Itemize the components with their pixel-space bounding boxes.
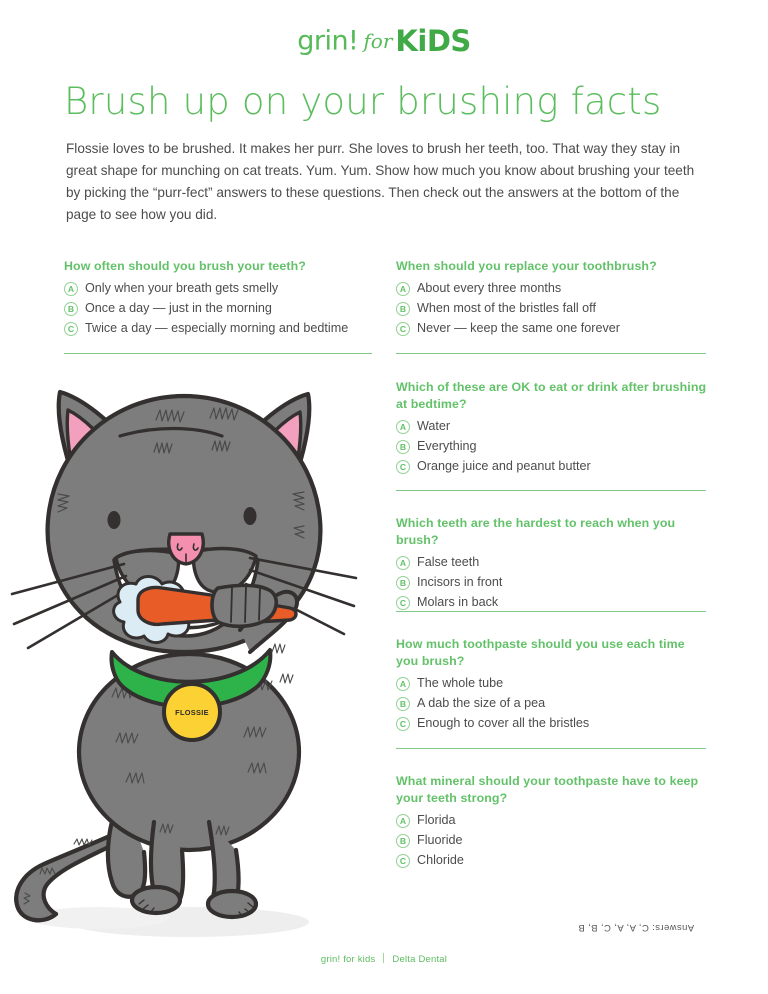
question-text-q5: How much toothpaste should you use each time you brush?: [396, 637, 685, 668]
option-label-q2-c: Never — keep the same one forever: [417, 321, 621, 335]
option-q2-b[interactable]: [396, 301, 708, 316]
question-block-q1: [64, 258, 374, 336]
logo-for-text: for: [363, 29, 393, 53]
answer-key: Answers: C, A, A, C, B, B: [578, 922, 695, 933]
option-q2-c[interactable]: [396, 321, 708, 336]
option-q1-b[interactable]: [64, 301, 374, 316]
option-q1-a[interactable]: [64, 281, 374, 296]
question-block-q4: [396, 515, 708, 610]
option-q5-c[interactable]: [396, 716, 708, 731]
option-q1-c[interactable]: [64, 321, 374, 336]
option-bullet-c-icon: C: [396, 460, 410, 474]
option-label-q3-c: Orange juice and peanut butter: [417, 459, 591, 473]
divider-q4: [396, 611, 706, 612]
intro-paragraph: Flossie loves to be brushed. It makes her purr. She loves to brush her teeth, too. That way they stay in great shape for munching on cat treats. Yum. Yum. Show how much you know about brushing your teeth by picking the “purr-fect” answers to these questions. Then check out the answers at the bottom of the page to see how you did.: [66, 141, 695, 222]
option-q5-b[interactable]: [396, 696, 708, 711]
question-block-q2: [396, 258, 708, 336]
option-bullet-b-icon: B: [396, 440, 410, 454]
option-bullet-c-icon: C: [396, 717, 410, 731]
option-label-q4-c: Molars in back: [417, 595, 499, 609]
collar-tag-label: FLOSSIE: [175, 708, 209, 717]
cat-paw-left: [132, 887, 180, 913]
question-block-q3: [396, 379, 708, 474]
brand-logo: [0, 24, 768, 58]
cat-paw-gripping-brush: [212, 585, 276, 626]
option-label-q5-b: A dab the size of a pea: [417, 696, 546, 710]
option-label-q6-c: Chloride: [417, 853, 464, 867]
cat-eye-left: [108, 511, 121, 529]
cat-arm-fur-marks: [272, 644, 293, 683]
question-block-q5: [396, 636, 708, 731]
question-text-q3: Which of these are OK to eat or drink after brushing at bedtime?: [396, 380, 707, 411]
option-bullet-a-icon: A: [396, 814, 410, 828]
option-label-q2-b: When most of the bristles fall off: [417, 301, 596, 315]
option-label-q6-b: Fluoride: [417, 833, 463, 847]
question-text-q1: How often should you brush your teeth?: [64, 259, 306, 273]
option-label-q1-b: Once a day — just in the morning: [85, 301, 272, 315]
question-block-q6: [396, 773, 708, 868]
divider-q2: [396, 353, 706, 354]
logo-kids-text: KiDS: [395, 24, 471, 58]
page-footer: [0, 953, 768, 965]
cat-eye-right: [244, 507, 257, 525]
option-label-q3-b: Everything: [417, 439, 477, 453]
option-bullet-b-icon: B: [64, 302, 78, 316]
option-label-q3-a: Water: [417, 419, 451, 433]
option-q2-a[interactable]: [396, 281, 708, 296]
option-q5-a[interactable]: [396, 676, 708, 691]
option-bullet-a-icon: A: [396, 282, 410, 296]
option-label-q1-a: Only when your breath gets smelly: [85, 281, 279, 295]
option-label-q1-c: Twice a day — especially morning and bedtime: [85, 321, 349, 335]
footer-brand-left: grin! for kids: [320, 954, 376, 965]
option-label-q5-a: The whole tube: [417, 676, 504, 690]
option-q6-a[interactable]: [396, 813, 708, 828]
option-label-q2-a: About every three months: [417, 281, 562, 295]
option-bullet-a-icon: A: [396, 677, 410, 691]
option-q3-c[interactable]: [396, 459, 708, 474]
option-q4-b[interactable]: [396, 575, 708, 590]
option-q3-b[interactable]: [396, 439, 708, 454]
option-q3-a[interactable]: [396, 419, 708, 434]
option-bullet-b-icon: B: [396, 697, 410, 711]
option-bullet-c-icon: C: [396, 596, 410, 610]
option-label-q4-a: False teeth: [417, 555, 480, 569]
flossie-the-cat-illustration: [4, 352, 364, 942]
question-text-q6: What mineral should your toothpaste have to keep your teeth strong?: [396, 774, 699, 805]
footer-brand-right: Delta Dental: [392, 954, 448, 965]
option-label-q5-c: Enough to cover all the bristles: [417, 716, 590, 730]
option-q4-a[interactable]: [396, 555, 708, 570]
option-bullet-a-icon: A: [396, 420, 410, 434]
question-text-q4: Which teeth are the hardest to reach when you brush?: [396, 516, 676, 547]
divider-q3: [396, 490, 706, 491]
divider-q1: [64, 353, 372, 354]
option-bullet-c-icon: C: [396, 322, 410, 336]
option-q6-b[interactable]: [396, 833, 708, 848]
divider-q5: [396, 748, 706, 749]
option-bullet-c-icon: C: [64, 322, 78, 336]
option-bullet-b-icon: B: [396, 302, 410, 316]
option-bullet-b-icon: B: [396, 834, 410, 848]
option-bullet-a-icon: A: [396, 556, 410, 570]
page-title: Brush up on your brushing facts: [64, 80, 662, 123]
footer-separator: [383, 953, 384, 963]
option-q4-c[interactable]: [396, 595, 708, 610]
option-bullet-b-icon: B: [396, 576, 410, 590]
option-bullet-a-icon: A: [64, 282, 78, 296]
logo-grin-text: grin!: [297, 25, 359, 57]
question-text-q2: When should you replace your toothbrush?: [396, 259, 657, 273]
option-bullet-c-icon: C: [396, 854, 410, 868]
option-q6-c[interactable]: [396, 853, 708, 868]
option-label-q4-b: Incisors in front: [417, 575, 503, 589]
option-label-q6-a: Florida: [417, 813, 456, 827]
